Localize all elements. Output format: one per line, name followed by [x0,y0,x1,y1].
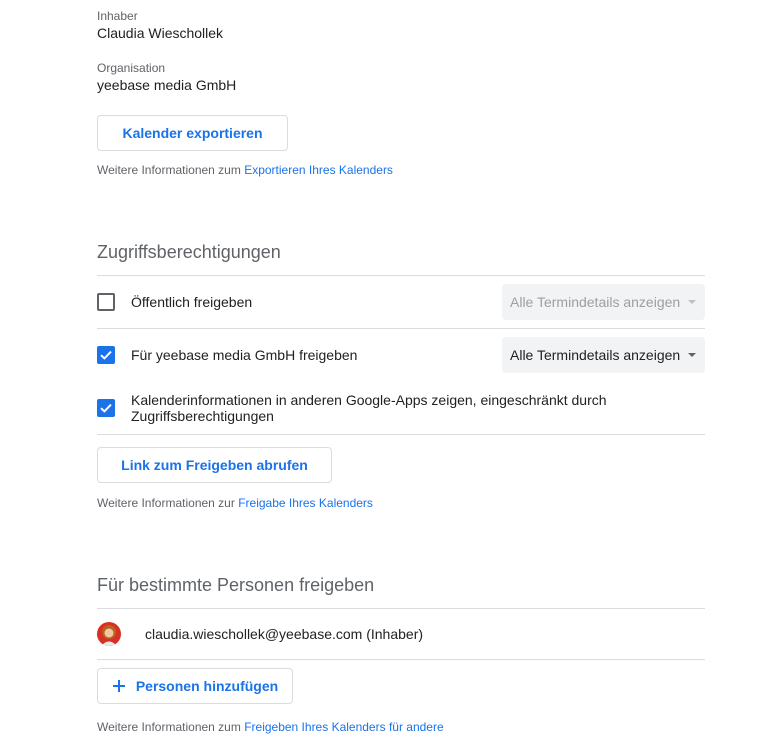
avatar-image [97,622,121,646]
share-people-info-link[interactable]: Freigeben Ihres Kalenders für andere [244,720,444,734]
org-share-label: Für yeebase media GmbH freigeben [131,347,358,363]
share-info-link[interactable]: Freigabe Ihres Kalenders [238,496,373,510]
organisation-value: yeebase media GmbH [97,77,237,93]
get-share-link-button[interactable]: Link zum Freigeben abrufen [97,447,332,483]
owner-value: Claudia Wieschollek [97,25,224,41]
share-info-text: Weitere Informationen zur [97,496,235,510]
dropdown-caret-icon [688,300,696,304]
public-details-select[interactable] [502,284,705,320]
divider [97,328,705,329]
dropdown-caret-icon [688,353,696,357]
avatar [97,622,121,646]
share-people-info [97,720,444,734]
divider [97,659,705,660]
google-apps-checkbox[interactable] [97,399,115,417]
org-share-checkbox[interactable] [97,346,115,364]
plus-icon [112,679,126,693]
export-info-link[interactable]: Exportieren Ihres Kalenders [244,163,393,177]
divider [97,608,705,609]
public-details-select-value: Alle Termindetails anzeigen [510,294,681,310]
access-section-title: Zugriffsberechtigungen [97,242,281,262]
org-details-select[interactable] [502,337,705,373]
share-people-section-title: Für bestimmte Personen freigeben [97,575,375,595]
export-calendar-button[interactable]: Kalender exportieren [97,115,288,151]
divider [97,275,705,276]
add-people-label: Personen hinzufügen [135,678,279,694]
organisation-label: Organisation [97,61,166,75]
google-apps-label-line2: Zugriffsberechtigungen [131,408,274,424]
divider [97,434,705,435]
add-people-button[interactable] [97,668,293,704]
public-share-checkbox[interactable] [97,293,115,311]
checkmark-icon [99,348,113,362]
export-info-text: Weitere Informationen zum [97,163,241,177]
public-share-label: Öffentlich freigeben [131,294,253,310]
share-people-info-text: Weitere Informationen zum [97,720,241,734]
share-info [97,496,373,510]
owner-label: Inhaber [97,9,138,23]
checkmark-icon [99,401,113,415]
google-apps-label-line1: Kalenderinformationen in anderen Google-Apps zeigen, eingeschränkt durch [131,392,607,408]
export-info [97,163,393,177]
google-apps-label [131,392,607,424]
org-details-select-value: Alle Termindetails anzeigen [510,347,681,363]
person-entry: claudia.wieschollek@yeebase.com (Inhaber) [145,626,424,642]
